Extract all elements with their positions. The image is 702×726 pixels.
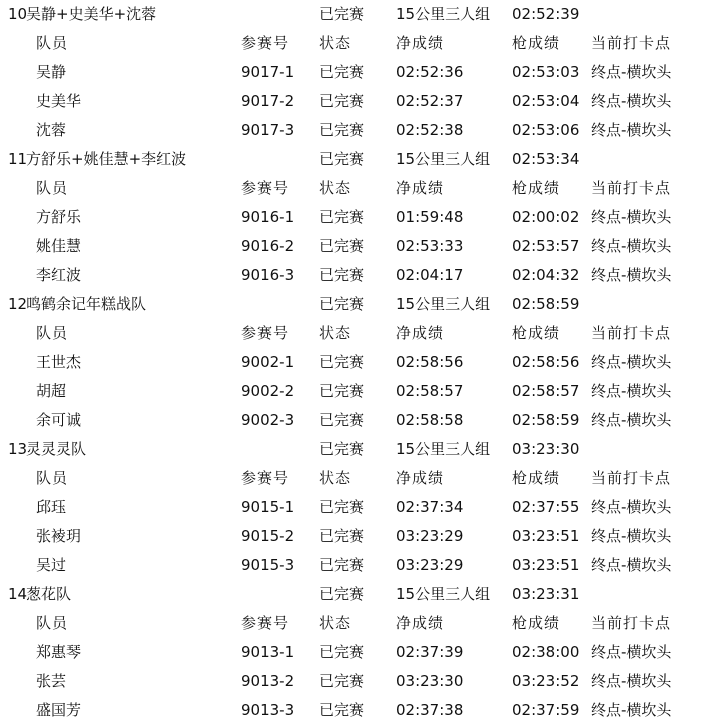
member-checkpoint: 终点-横坎头 <box>591 237 672 255</box>
member-net-time: 02:52:36 <box>396 63 464 81</box>
member-checkpoint: 终点-横坎头 <box>591 92 672 110</box>
member-net-time: 03:23:29 <box>396 527 464 545</box>
member-checkpoint: 终点-横坎头 <box>591 266 672 284</box>
member-net-time: 03:23:29 <box>396 556 464 574</box>
member-status: 已完赛 <box>319 701 365 719</box>
member-net-time: 03:23:30 <box>396 672 464 690</box>
member-row <box>0 87 702 116</box>
team-status: 已完赛 <box>319 295 365 313</box>
header-checkpoint: 当前打卡点 <box>591 34 672 52</box>
member-net-time: 02:04:17 <box>396 266 464 284</box>
member-bib: 9013-2 <box>241 672 295 690</box>
team-name: 灵灵灵队 <box>26 440 87 458</box>
team-rank: 14 <box>8 585 28 603</box>
header-net: 净成绩 <box>396 324 445 342</box>
header-bib: 参赛号 <box>241 324 290 342</box>
member-name: 沈蓉 <box>36 121 67 139</box>
member-checkpoint: 终点-横坎头 <box>591 382 672 400</box>
member-bib: 9017-3 <box>241 121 295 139</box>
member-gun-time: 03:23:51 <box>512 556 580 574</box>
team-group: 15公里三人组 <box>396 5 491 23</box>
member-status: 已完赛 <box>319 63 365 81</box>
member-name: 盛国芳 <box>36 701 82 719</box>
team-rank: 13 <box>8 440 28 458</box>
member-name: 张芸 <box>36 672 67 690</box>
member-bib: 9016-1 <box>241 208 295 226</box>
member-name: 姚佳慧 <box>36 237 82 255</box>
member-checkpoint: 终点-横坎头 <box>591 643 672 661</box>
member-net-time: 02:37:38 <box>396 701 464 719</box>
team-group: 15公里三人组 <box>396 440 491 458</box>
header-net: 净成绩 <box>396 179 445 197</box>
member-bib: 9002-3 <box>241 411 295 429</box>
member-checkpoint: 终点-横坎头 <box>591 353 672 371</box>
header-gun: 枪成绩 <box>512 324 561 342</box>
header-gun: 枪成绩 <box>512 179 561 197</box>
member-gun-time: 02:58:57 <box>512 382 580 400</box>
member-header-row <box>0 464 702 493</box>
member-name: 吴过 <box>36 556 67 574</box>
header-status: 状态 <box>319 469 352 487</box>
team-row <box>0 290 702 319</box>
header-bib: 参赛号 <box>241 614 290 632</box>
member-checkpoint: 终点-横坎头 <box>591 498 672 516</box>
member-checkpoint: 终点-横坎头 <box>591 121 672 139</box>
member-name: 邱珏 <box>36 498 67 516</box>
member-header-row <box>0 29 702 58</box>
header-status: 状态 <box>319 179 352 197</box>
member-status: 已完赛 <box>319 643 365 661</box>
team-name: 方舒乐+姚佳慧+李红波 <box>26 150 187 168</box>
header-status: 状态 <box>319 34 352 52</box>
member-row <box>0 551 702 580</box>
member-net-time: 02:52:37 <box>396 92 464 110</box>
header-checkpoint: 当前打卡点 <box>591 324 672 342</box>
member-net-time: 02:37:39 <box>396 643 464 661</box>
team-row <box>0 0 702 29</box>
member-gun-time: 02:58:59 <box>512 411 580 429</box>
member-gun-time: 02:37:55 <box>512 498 580 516</box>
member-net-time: 02:58:56 <box>396 353 464 371</box>
member-row <box>0 232 702 261</box>
team-rank: 10 <box>8 5 28 23</box>
header-member: 队员 <box>36 34 69 52</box>
member-row <box>0 667 702 696</box>
member-bib: 9015-2 <box>241 527 295 545</box>
header-checkpoint: 当前打卡点 <box>591 614 672 632</box>
member-header-row <box>0 609 702 638</box>
member-status: 已完赛 <box>319 382 365 400</box>
member-name: 方舒乐 <box>36 208 82 226</box>
member-name: 张裬玥 <box>36 527 82 545</box>
header-member: 队员 <box>36 469 69 487</box>
team-time: 02:53:34 <box>512 150 580 168</box>
member-net-time: 02:52:38 <box>396 121 464 139</box>
member-bib: 9016-3 <box>241 266 295 284</box>
team-name: 吴静+史美华+沈蓉 <box>26 5 157 23</box>
member-row <box>0 522 702 551</box>
header-bib: 参赛号 <box>241 179 290 197</box>
member-status: 已完赛 <box>319 353 365 371</box>
member-row <box>0 203 702 232</box>
member-name: 王世杰 <box>36 353 82 371</box>
team-group: 15公里三人组 <box>396 585 491 603</box>
member-checkpoint: 终点-横坎头 <box>591 556 672 574</box>
team-status: 已完赛 <box>319 150 365 168</box>
team-group: 15公里三人组 <box>396 150 491 168</box>
member-name: 郑惠琴 <box>36 643 82 661</box>
member-status: 已完赛 <box>319 556 365 574</box>
team-status: 已完赛 <box>319 585 365 603</box>
member-net-time: 02:37:34 <box>396 498 464 516</box>
member-gun-time: 02:53:06 <box>512 121 580 139</box>
header-bib: 参赛号 <box>241 469 290 487</box>
member-checkpoint: 终点-横坎头 <box>591 701 672 719</box>
header-checkpoint: 当前打卡点 <box>591 179 672 197</box>
team-time: 02:58:59 <box>512 295 580 313</box>
member-gun-time: 03:23:52 <box>512 672 580 690</box>
member-checkpoint: 终点-横坎头 <box>591 208 672 226</box>
member-status: 已完赛 <box>319 237 365 255</box>
team-rank: 12 <box>8 295 28 313</box>
member-row <box>0 406 702 435</box>
team-rank: 11 <box>8 150 28 168</box>
member-gun-time: 02:53:03 <box>512 63 580 81</box>
member-status: 已完赛 <box>319 411 365 429</box>
member-gun-time: 02:38:00 <box>512 643 580 661</box>
member-name: 李红波 <box>36 266 82 284</box>
member-status: 已完赛 <box>319 672 365 690</box>
team-time: 03:23:30 <box>512 440 580 458</box>
member-status: 已完赛 <box>319 92 365 110</box>
team-name: 鸣鹤余记年糕战队 <box>26 295 147 313</box>
member-row <box>0 377 702 406</box>
member-row <box>0 58 702 87</box>
member-bib: 9015-1 <box>241 498 295 516</box>
team-row <box>0 580 702 609</box>
member-bib: 9015-3 <box>241 556 295 574</box>
member-name: 吴静 <box>36 63 67 81</box>
member-header-row <box>0 319 702 348</box>
header-gun: 枪成绩 <box>512 469 561 487</box>
header-member: 队员 <box>36 324 69 342</box>
team-time: 03:23:31 <box>512 585 580 603</box>
member-status: 已完赛 <box>319 208 365 226</box>
team-status: 已完赛 <box>319 5 365 23</box>
member-gun-time: 02:53:57 <box>512 237 580 255</box>
member-checkpoint: 终点-横坎头 <box>591 672 672 690</box>
member-bib: 9016-2 <box>241 237 295 255</box>
member-bib: 9002-1 <box>241 353 295 371</box>
member-status: 已完赛 <box>319 121 365 139</box>
header-net: 净成绩 <box>396 34 445 52</box>
header-member: 队员 <box>36 614 69 632</box>
member-status: 已完赛 <box>319 498 365 516</box>
member-net-time: 02:58:58 <box>396 411 464 429</box>
member-gun-time: 02:00:02 <box>512 208 580 226</box>
member-status: 已完赛 <box>319 266 365 284</box>
member-header-row <box>0 174 702 203</box>
member-name: 余可诚 <box>36 411 82 429</box>
header-gun: 枪成绩 <box>512 614 561 632</box>
member-net-time: 02:53:33 <box>396 237 464 255</box>
member-row <box>0 116 702 145</box>
member-gun-time: 03:23:51 <box>512 527 580 545</box>
team-group: 15公里三人组 <box>396 295 491 313</box>
header-checkpoint: 当前打卡点 <box>591 469 672 487</box>
member-checkpoint: 终点-横坎头 <box>591 527 672 545</box>
member-row <box>0 348 702 377</box>
header-status: 状态 <box>319 614 352 632</box>
member-checkpoint: 终点-横坎头 <box>591 63 672 81</box>
member-net-time: 02:58:57 <box>396 382 464 400</box>
team-status: 已完赛 <box>319 440 365 458</box>
member-status: 已完赛 <box>319 527 365 545</box>
member-gun-time: 02:37:59 <box>512 701 580 719</box>
header-net: 净成绩 <box>396 469 445 487</box>
header-member: 队员 <box>36 179 69 197</box>
member-bib: 9017-1 <box>241 63 295 81</box>
team-row <box>0 435 702 464</box>
member-name: 胡超 <box>36 382 67 400</box>
member-name: 史美华 <box>36 92 82 110</box>
member-bib: 9013-1 <box>241 643 295 661</box>
member-gun-time: 02:58:56 <box>512 353 580 371</box>
header-net: 净成绩 <box>396 614 445 632</box>
member-net-time: 01:59:48 <box>396 208 464 226</box>
member-row <box>0 696 702 725</box>
member-checkpoint: 终点-横坎头 <box>591 411 672 429</box>
member-bib: 9017-2 <box>241 92 295 110</box>
member-bib: 9002-2 <box>241 382 295 400</box>
member-bib: 9013-3 <box>241 701 295 719</box>
header-status: 状态 <box>319 324 352 342</box>
member-row <box>0 638 702 667</box>
member-gun-time: 02:53:04 <box>512 92 580 110</box>
team-time: 02:52:39 <box>512 5 580 23</box>
header-bib: 参赛号 <box>241 34 290 52</box>
header-gun: 枪成绩 <box>512 34 561 52</box>
team-row <box>0 145 702 174</box>
member-row <box>0 493 702 522</box>
member-row <box>0 261 702 290</box>
member-gun-time: 02:04:32 <box>512 266 580 284</box>
team-name: 葱花队 <box>26 585 72 603</box>
